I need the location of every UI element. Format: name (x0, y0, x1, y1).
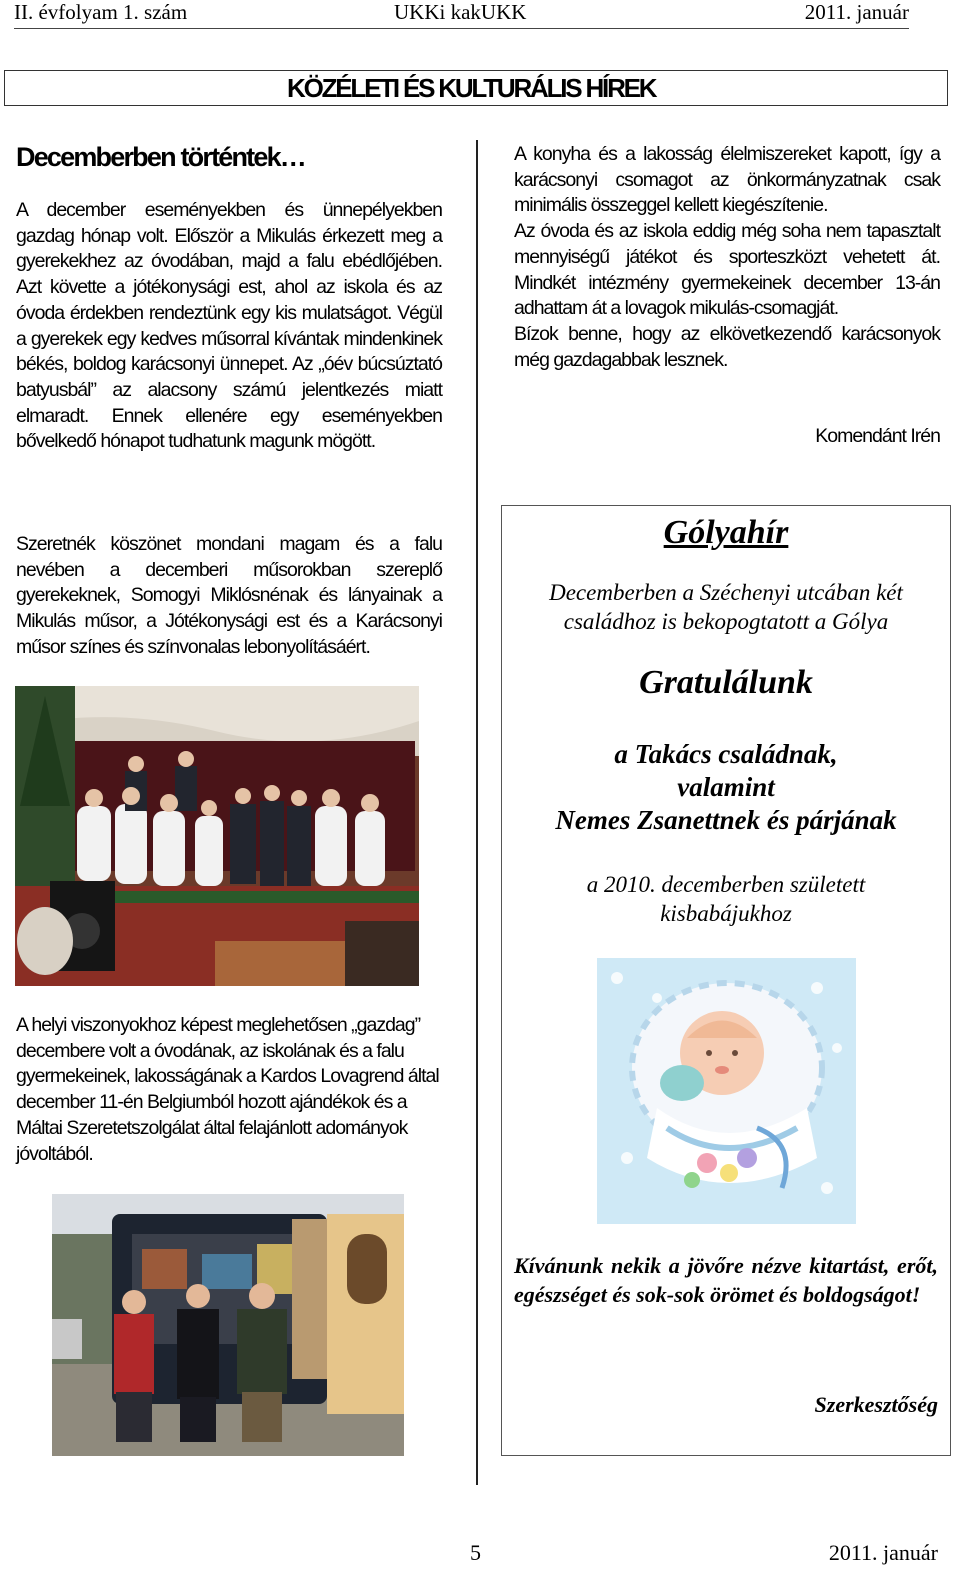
section-title: KÖZÉLETI ÉS KULTURÁLIS HÍREK (287, 73, 656, 103)
baby-illustration (597, 958, 856, 1224)
christmas-show-photo (15, 686, 419, 986)
right-article (514, 142, 940, 373)
header-date: 2011. január (804, 0, 909, 24)
newspaper-title: UKKi kakUKK (394, 0, 527, 24)
issue-label: II. évfolyam 1. szám (14, 0, 188, 24)
stork-news-intro: Decemberben a Széchenyi utcában két családhoz is bekopogtatott a Gólya (549, 580, 903, 634)
right-paragraph-1: A konyha és a lakosság élelmiszereket kapott, így a karácsonyi csomagot az önkormányzatnak csak minimális összeggel kellett kiegészítenie. (514, 143, 940, 217)
stork-news-box (501, 505, 951, 1456)
stork-news-title: Gólyahír (663, 514, 789, 551)
editorial-signature: Szerkesztőség (814, 1392, 938, 1417)
footer-date: 2011. január (828, 1540, 938, 1565)
column-divider (476, 140, 478, 1485)
article-paragraph-1: A december eseményekben és ünnepélyekben gazdag hónap volt. Először a Mikulás érkezett meg a gyerekekhez az óvodában, majd a falu ebédlőjében. Azt követte a jótékonysági est, ahol az iskola és az óvoda érdekben rendeztünk egy kis mulatságot. Végül a gyerekek egy kedves műsorral kívántak mindenkinek békés, boldog karácsonyi ünnepet. Az „óév búcsúztató batyusbál” az alacsony számú jelentkezés miatt elmaradt. Ennek ellenére egy eseményekben bővelkedő hónapot tudhatunk magunk mögött. (16, 199, 442, 453)
right-paragraph-3: Bízok benne, hogy az elkövetkezendő karácsonyok még gazdagabbak lesznek. (514, 322, 940, 371)
running-header (14, 0, 909, 29)
section-title-bar (4, 70, 948, 106)
congratulations-heading: Gratulálunk (639, 664, 813, 701)
article-signature: Komendánt Irén (815, 425, 940, 447)
article-heading: Decemberben történtek… (16, 142, 305, 172)
good-wishes: Kívánunk nekik a jövőre nézve kitartást, erőt, egészséget és sok-sok örömet és boldogságot! (514, 1253, 938, 1307)
article-paragraph-2: Szeretnék köszönet mondani magam és a falu nevében a decemberi műsorokban szereplő gyerekeknek, Somogyi Miklósnénak és lányainak a Mikulás műsor, a Jótékonysági est és a Karácsonyi műsor színes és színvonalas lebonyolításáért. (16, 533, 442, 658)
congratulation-recipients: a Takács családnak, valamint Nemes Zsanettnek és párjának (555, 739, 897, 835)
right-paragraph-2: Az óvoda és az iskola eddig még soha nem tapasztalt mennyiségű játékot és sporteszközt vehetett át. Mindkét intézmény gyermekeinek december 13-án adhattam át a lovagok mikulás-csomagját. (514, 220, 940, 320)
article-paragraph-3: A helyi viszonyokhoz képest meglehetősen „gazdag” decembere volt a óvodának, az iskolának és a falu gyermekeinek, lakosságának a Kardos Lovagrend által december 11-én Belgiumból hozott ajándékok és a Máltai Szeretetszolgálat által felajánlott adományok jóvoltából. (16, 1014, 439, 1165)
page-number: 5 (470, 1540, 481, 1565)
birth-note: a 2010. decemberben született kisbabájukhoz (586, 872, 866, 926)
donation-van-photo (52, 1194, 404, 1456)
